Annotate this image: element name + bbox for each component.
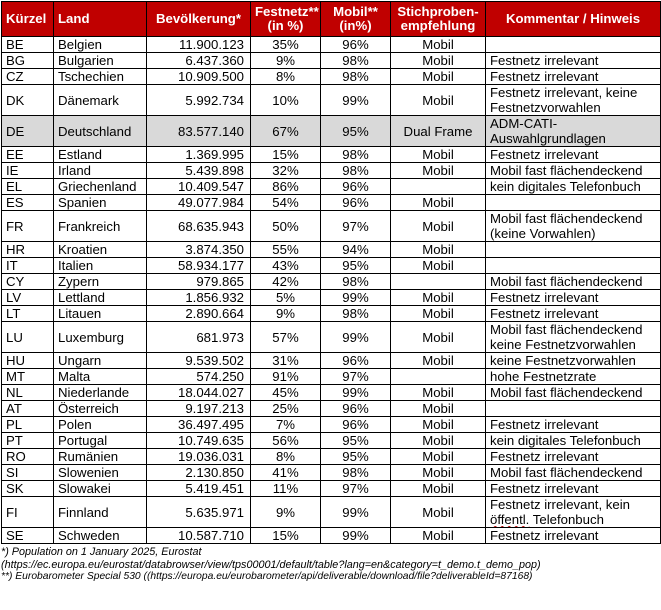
cell-stichprobe: Mobil [391,481,486,497]
kommentar-line: Festnetz irrelevant [490,481,599,496]
header-stichprobe-line1: Stichproben- [397,4,479,19]
table-row [2,528,661,544]
cell-land: Kroatien [54,242,147,258]
cell-festnetz: 57% [251,322,321,353]
table-body [2,37,661,544]
cell-kommentar [486,465,661,481]
cell-mobil: 96% [321,353,391,369]
header-festnetz-line2: (in %) [267,18,304,33]
header-mobil-line1: Mobil** [333,4,378,19]
cell-kommentar [486,195,661,211]
cell-population: 9.539.502 [147,353,251,369]
table-row [2,322,661,353]
table-row [2,369,661,385]
cell-land: Malta [54,369,147,385]
cell-kommentar [486,433,661,449]
cell-population: 10.409.547 [147,179,251,195]
cell-kommentar [486,147,661,163]
kommentar-line: Festnetz irrelevant [490,147,599,162]
cell-land: Portugal [54,433,147,449]
kommentar-line: Mobil fast flächendeckend [490,322,643,337]
cell-code: IT [2,258,54,274]
table-row [2,163,661,179]
table-row [2,481,661,497]
table-row [2,306,661,322]
kommentar-line: Auswahlgrundlagen [490,131,606,146]
cell-code: HR [2,242,54,258]
cell-population: 5.992.734 [147,85,251,116]
cell-land: Schweden [54,528,147,544]
kommentar-line: Mobil fast flächendeckend [490,211,643,226]
cell-kommentar [486,385,661,401]
table-row [2,290,661,306]
cell-population: 2.130.850 [147,465,251,481]
cell-land: Finnland [54,497,147,528]
cell-stichprobe: Mobil [391,417,486,433]
cell-code: MT [2,369,54,385]
cell-population: 5.635.971 [147,497,251,528]
cell-population: 10.749.635 [147,433,251,449]
cell-land: Italien [54,258,147,274]
cell-festnetz: 35% [251,37,321,53]
footnote-eurostat-url: (https://ec.europa.eu/eurostat/databrowser/view/tps00001/default/table?lang=en&category=t_demo.t_demo_pop) [1,558,541,571]
cell-code: DE [2,116,54,147]
cell-festnetz: 91% [251,369,321,385]
cell-festnetz: 25% [251,401,321,417]
cell-mobil: 99% [321,528,391,544]
cell-kommentar [486,69,661,85]
table-row [2,242,661,258]
cell-population: 58.934.177 [147,258,251,274]
table-row [2,147,661,163]
kommentar-line: keine Festnetzvorwahlen [490,353,636,368]
cell-mobil: 98% [321,465,391,481]
cell-festnetz: 9% [251,53,321,69]
cell-stichprobe: Mobil [391,242,486,258]
table-row [2,497,661,528]
cell-kommentar [486,290,661,306]
kommentar-line: keine Festnetzvorwahlen [490,337,636,352]
cell-festnetz: 67% [251,116,321,147]
header-stichprobe [391,2,486,37]
kommentar-line: (keine Vorwahlen) [490,226,596,241]
kommentar-line: Festnetz irrelevant, keine [490,85,638,100]
cell-population: 3.874.350 [147,242,251,258]
cell-festnetz: 5% [251,290,321,306]
cell-kommentar [486,306,661,322]
kommentar-line: kein digitales Telefonbuch [490,179,641,194]
cell-mobil: 98% [321,69,391,85]
cell-mobil: 99% [321,322,391,353]
cell-stichprobe: Mobil [391,306,486,322]
cell-stichprobe: Mobil [391,53,486,69]
cell-code: FR [2,211,54,242]
cell-stichprobe [391,274,486,290]
cell-mobil: 96% [321,37,391,53]
cell-land: Dänemark [54,85,147,116]
table-row [2,385,661,401]
cell-kommentar [486,258,661,274]
cell-mobil: 96% [321,401,391,417]
cell-stichprobe: Mobil [391,195,486,211]
cell-stichprobe: Mobil [391,85,486,116]
cell-festnetz: 32% [251,163,321,179]
cell-festnetz: 15% [251,147,321,163]
table-row [2,465,661,481]
cell-population: 6.437.360 [147,53,251,69]
cell-mobil: 98% [321,147,391,163]
kommentar-line: hohe Festnetzrate [490,369,597,384]
table-row [2,53,661,69]
cell-code: SK [2,481,54,497]
cell-kommentar [486,401,661,417]
kommentar-line: Mobil fast flächendeckend [490,465,643,480]
footnote-population: *) Population on 1 January 2025, Eurostat [1,546,202,558]
cell-mobil: 98% [321,53,391,69]
table-row [2,69,661,85]
table-row [2,449,661,465]
cell-stichprobe: Mobil [391,163,486,179]
cell-stichprobe: Mobil [391,69,486,85]
kommentar-line: öffentl. Telefonbuch [490,512,604,527]
cell-code: PT [2,433,54,449]
cell-stichprobe: Mobil [391,147,486,163]
cell-festnetz: 50% [251,211,321,242]
cell-code: DK [2,85,54,116]
cell-land: Polen [54,417,147,433]
cell-mobil: 96% [321,195,391,211]
cell-land: Österreich [54,401,147,417]
cell-stichprobe: Mobil [391,401,486,417]
cell-code: FI [2,497,54,528]
table-row [2,401,661,417]
header-kommentar: Kommentar / Hinweis [486,2,661,37]
cell-mobil: 96% [321,417,391,433]
cell-kommentar [486,211,661,242]
cell-code: CZ [2,69,54,85]
header-festnetz-line1: Festnetz** [255,4,319,19]
cell-kommentar [486,528,661,544]
cell-code: HU [2,353,54,369]
kommentar-line: Festnetz irrelevant [490,290,599,305]
cell-population: 1.369.995 [147,147,251,163]
kommentar-line: Festnetz irrelevant [490,69,599,84]
cell-stichprobe: Mobil [391,37,486,53]
cell-mobil: 97% [321,211,391,242]
kommentar-line: Festnetz irrelevant [490,449,599,464]
cell-kommentar [486,353,661,369]
header-mobil [321,2,391,37]
country-table [1,1,661,544]
kommentar-line: kein digitales Telefonbuch [490,433,641,448]
cell-kommentar [486,322,661,353]
cell-population: 9.197.213 [147,401,251,417]
cell-code: AT [2,401,54,417]
cell-code: LU [2,322,54,353]
cell-land: Slowenien [54,465,147,481]
header-festnetz [251,2,321,37]
cell-population: 979.865 [147,274,251,290]
cell-festnetz: 15% [251,528,321,544]
cell-population: 5.419.451 [147,481,251,497]
table-row [2,37,661,53]
cell-land: Bulgarien [54,53,147,69]
cell-land: Luxemburg [54,322,147,353]
cell-festnetz: 86% [251,179,321,195]
cell-stichprobe: Mobil [391,433,486,449]
cell-festnetz: 7% [251,417,321,433]
cell-stichprobe: Mobil [391,465,486,481]
cell-population: 10.909.500 [147,69,251,85]
cell-land: Spanien [54,195,147,211]
cell-code: EE [2,147,54,163]
kommentar-line: Festnetzvorwahlen [490,100,601,115]
cell-mobil: 98% [321,163,391,179]
kommentar-line: Mobil fast flächendeckend [490,385,643,400]
table-row [2,195,661,211]
cell-stichprobe: Mobil [391,528,486,544]
kommentar-line: Festnetz irrelevant, kein [490,497,630,512]
cell-festnetz: 42% [251,274,321,290]
cell-code: LT [2,306,54,322]
cell-festnetz: 9% [251,497,321,528]
cell-code: LV [2,290,54,306]
footnote-eurobarometer: **) Eurobarometer Special 530 ((https://europa.eu/eurobarometer/api/deliverable/download/file?deliverableId=87168) [1,571,533,582]
cell-code: SE [2,528,54,544]
table-row [2,211,661,242]
cell-population: 10.587.710 [147,528,251,544]
table-row [2,433,661,449]
table-row [2,353,661,369]
cell-population: 68.635.943 [147,211,251,242]
cell-land: Niederlande [54,385,147,401]
cell-population: 18.044.027 [147,385,251,401]
cell-code: NL [2,385,54,401]
cell-mobil: 98% [321,274,391,290]
cell-mobil: 95% [321,433,391,449]
cell-code: BE [2,37,54,53]
header-stichprobe-line2: empfehlung [400,18,476,33]
cell-population: 574.250 [147,369,251,385]
cell-festnetz: 8% [251,449,321,465]
cell-festnetz: 56% [251,433,321,449]
cell-mobil: 99% [321,85,391,116]
cell-land: Griechenland [54,179,147,195]
cell-festnetz: 8% [251,69,321,85]
cell-population: 36.497.495 [147,417,251,433]
table-header-row [2,2,661,37]
cell-kommentar [486,179,661,195]
cell-population: 83.577.140 [147,116,251,147]
cell-festnetz: 9% [251,306,321,322]
cell-mobil: 99% [321,385,391,401]
header-land: Land [54,2,147,37]
cell-land: Litauen [54,306,147,322]
cell-stichprobe [391,179,486,195]
cell-kommentar [486,274,661,290]
cell-kommentar [486,163,661,179]
cell-kommentar [486,449,661,465]
cell-code: PL [2,417,54,433]
cell-kommentar [486,85,661,116]
cell-land: Belgien [54,37,147,53]
cell-kommentar [486,369,661,385]
cell-mobil: 98% [321,306,391,322]
cell-stichprobe: Mobil [391,290,486,306]
cell-population: 11.900.123 [147,37,251,53]
cell-kommentar [486,417,661,433]
kommentar-line: Festnetz irrelevant [490,53,599,68]
cell-code: EL [2,179,54,195]
footnotes [1,546,660,584]
cell-kommentar [486,481,661,497]
cell-festnetz: 10% [251,85,321,116]
cell-code: ES [2,195,54,211]
kommentar-line: Mobil fast flächendeckend [490,274,643,289]
cell-mobil: 96% [321,179,391,195]
cell-land: Lettland [54,290,147,306]
cell-festnetz: 54% [251,195,321,211]
cell-festnetz: 41% [251,465,321,481]
cell-population: 5.439.898 [147,163,251,179]
cell-stichprobe: Dual Frame [391,116,486,147]
cell-festnetz: 55% [251,242,321,258]
cell-kommentar [486,497,661,528]
cell-land: Slowakei [54,481,147,497]
cell-land: Irland [54,163,147,179]
cell-land: Deutschland [54,116,147,147]
cell-festnetz: 31% [251,353,321,369]
header-mobil-line2: (in%) [339,18,372,33]
cell-festnetz: 11% [251,481,321,497]
table-row [2,274,661,290]
cell-stichprobe [391,369,486,385]
cell-population: 1.856.932 [147,290,251,306]
cell-population: 681.973 [147,322,251,353]
cell-code: IE [2,163,54,179]
cell-land: Tschechien [54,69,147,85]
cell-stichprobe: Mobil [391,258,486,274]
cell-land: Estland [54,147,147,163]
cell-code: RO [2,449,54,465]
table-row [2,179,661,195]
cell-land: Zypern [54,274,147,290]
cell-mobil: 97% [321,369,391,385]
cell-population: 19.036.031 [147,449,251,465]
cell-kommentar [486,37,661,53]
kommentar-line: Festnetz irrelevant [490,306,599,321]
cell-stichprobe: Mobil [391,353,486,369]
cell-stichprobe: Mobil [391,211,486,242]
cell-stichprobe: Mobil [391,449,486,465]
header-kuerzel: Kürzel [2,2,54,37]
cell-kommentar [486,53,661,69]
kommentar-line: ADM-CATI- [490,116,558,131]
cell-land: Ungarn [54,353,147,369]
cell-population: 49.077.984 [147,195,251,211]
cell-mobil: 99% [321,497,391,528]
header-bevoelkerung: Bevölkerung* [147,2,251,37]
cell-mobil: 94% [321,242,391,258]
cell-land: Frankreich [54,211,147,242]
table-row [2,85,661,116]
cell-kommentar [486,116,661,147]
cell-stichprobe: Mobil [391,497,486,528]
cell-mobil: 97% [321,481,391,497]
document-page [1,1,660,584]
cell-kommentar [486,242,661,258]
cell-mobil: 99% [321,290,391,306]
cell-mobil: 95% [321,258,391,274]
cell-festnetz: 43% [251,258,321,274]
cell-stichprobe: Mobil [391,322,486,353]
cell-population: 2.890.664 [147,306,251,322]
table-row [2,116,661,147]
cell-festnetz: 45% [251,385,321,401]
table-row [2,258,661,274]
kommentar-line: Festnetz irrelevant [490,417,599,432]
cell-land: Rumänien [54,449,147,465]
cell-code: CY [2,274,54,290]
table-row [2,417,661,433]
cell-mobil: 95% [321,116,391,147]
cell-mobil: 95% [321,449,391,465]
cell-stichprobe: Mobil [391,385,486,401]
kommentar-line: Mobil fast flächendeckend [490,163,643,178]
cell-code: BG [2,53,54,69]
cell-code: SI [2,465,54,481]
kommentar-line: Festnetz irrelevant [490,528,599,543]
